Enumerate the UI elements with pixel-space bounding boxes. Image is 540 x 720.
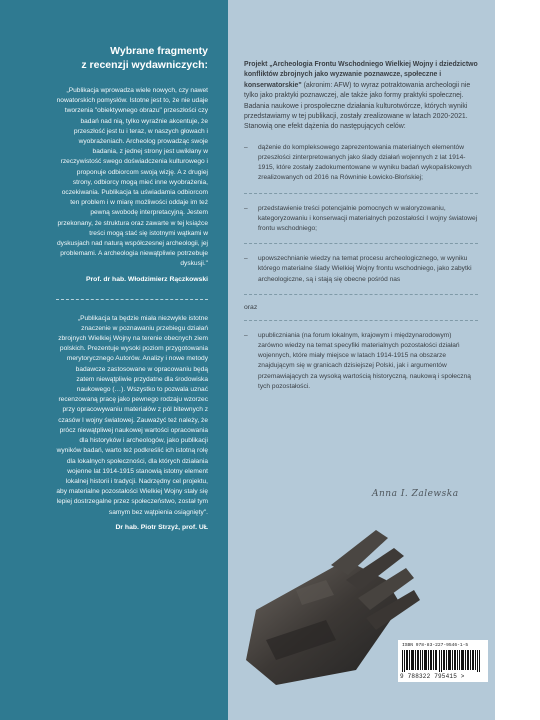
review-1-text: „Publikacja wprowadza wiele nowych, czy nawet nowatorskich pomysłów. Istotne jest to, że nie udaje tworzenia "obiektywnego obrazu" przeszłości czy badań nad nią, tylko wyraźnie akcentuje, że przeszłość jest tu i teraz, w naszych głowach i wyobrażeniach. Archeolog prowadząc swoje badania, z jednej strony jest uwikłany w rzeczywistość swego doświadczenia kulturowego i proponuje odbiorcom swoją wizję. A z drugiej strony, odbiorcy mogą mieć inne wyobrażenia, oczekiwania. Publikacja ta uświadamia odbiorcom ten problem i w miarę możliwości oddaje im też pewną swobodę interpretacyjną. Jestem przekonany, że struktura oraz zawarte w tej książce treści mogą stać się istotnymi wątkami w dyskusjach nad naturą współczesnej archeologii, jej problemami. A archeologia niewątpliwie potrzebuje dyskusji."	[56, 87, 208, 268]
dash-bullet: –	[244, 204, 248, 212]
goal-item-1	[244, 143, 478, 184]
reviews-content	[56, 44, 208, 531]
review-2-author: Dr hab. Piotr Strzyż, prof. UŁ	[115, 523, 208, 531]
reviews-heading-line1: Wybrane fragmenty	[110, 45, 208, 57]
dash-bullet: –	[244, 255, 248, 263]
barcode-digits: 9 788322 795415 >	[400, 673, 465, 680]
goal-item-4	[244, 331, 478, 392]
goals-divider	[244, 193, 478, 194]
goal-item-4-text: upubliczniania (na forum lokalnym, krajowym i międzynarodowym) zarówno wiedzy na temat specyfiki materialnych pozostałości działań wojennych, które miały miejsce w latach 1914-1915 na obszarze znajdującym się w granicach dzisiejszej Polski, jak i argumentów przemawiających za wysoką wartością historyczną, naukową i społeczną tych pozostałości.	[258, 331, 471, 390]
project-intro-rest: (akronim: AFW) to wyraz potraktowania archeologii nie tylko jako praktyki poznawczej, ale także jako formy praktyki społecznej. Badania naukowe i prospołeczne działania kulturotwórcze, których wyniki przedstawiamy w tej publikacji, zostały zrealizowane w latach 2020-2021. Stanowią one efekt dążenia do następujących celów:	[244, 81, 471, 131]
project-title: Projekt „Archeologia Frontu Wschodniego Wielkiej Wojny i dziedzictwo konfliktów zbrojnych jako wyzwanie poznawcze, społeczne i konserwatorskie"	[244, 61, 478, 89]
reviews-divider	[56, 299, 208, 300]
dash-bullet: –	[244, 331, 248, 339]
author-signature: Anna I. Zalewska	[372, 489, 459, 499]
isbn-barcode	[398, 640, 488, 682]
goals-divider	[244, 294, 478, 295]
reviews-panel	[0, 0, 228, 720]
barcode-bars-icon	[402, 650, 484, 672]
dash-bullet: –	[244, 143, 248, 151]
project-intro	[244, 60, 478, 133]
goals-conjunction: oraz	[244, 303, 258, 311]
goal-item-1-text: dążenie do kompleksowego zaprezentowania materialnych elementów przeszłości zinterpretowanych jako ślady działań wojennych z lat 1914-1915, które zostały zadokumentowane w wyniku badań wykopaliskowych zrealizowanych od 2016 na Równinie Łowicko-Błońskiej;	[258, 143, 472, 182]
goal-item-2	[244, 204, 478, 235]
reviews-heading-line2: z recenzji wydawniczych:	[81, 59, 208, 71]
reviews-heading	[56, 44, 208, 72]
review-2-text: „Publikacja ta będzie miała niezwykle istotne znaczenie w poznawaniu przebiegu działań zbrojnych Wielkiej Wojny na terenie obecnych ziem polskich. Prezentuje wysoki poziom przygotowania merytorycznego Autorów. Analizy i nowe metody badawcze zastosowane w opracowaniu będą zatem niewątpliwie przydatne dla środowiska naukowego (…). Wszystko to pozwala uznać recenzowaną pracę jako pewnego rodzaju wzorzec przy opracowywaniu materiałów z pól bitewnych z czasów I wojny światowej. Zauważyć też należy, że prócz niewątpliwej naukowej wartości opracowania dla historyków i archeologów, jako publikacji wyników badań, warto też podkreślić ich istotną rolę dla lokalnych społeczności, dla których działania wojenne lat 1914-1915 stanowią istotny element lokalnej historii i tradycji. Nadrzędny cel projektu, aby materialne pozostałości Wielkiej Wojny stały się lepiej dostrzegalne przez społeczeństwo, został tym samym bez wątpienia osiągnięty".	[56, 314, 208, 516]
review-1-author: Prof. dr hab. Włodzimierz Rączkowski	[86, 275, 208, 283]
isbn-text: ISBN 978-83-227-9546-1-5	[402, 643, 469, 648]
goal-item-3-text: upowszechnianie wiedzy na temat procesu archeologicznego, w wyniku którego materialne ślady Wielkiej Wojny frontu wschodniego, jako zabytki archeologiczne, są i stają się obecne pośród nas	[258, 255, 472, 283]
project-content	[244, 60, 478, 392]
goal-item-3	[244, 254, 478, 285]
goals-divider	[244, 320, 478, 321]
goal-item-2-text: przedstawienie treści potencjalnie pomocnych w waloryzowaniu, kategoryzowaniu i konserwacji materialnych pozostałości I wojny światowej frontu wschodniego;	[258, 204, 478, 233]
goals-divider	[244, 243, 478, 244]
